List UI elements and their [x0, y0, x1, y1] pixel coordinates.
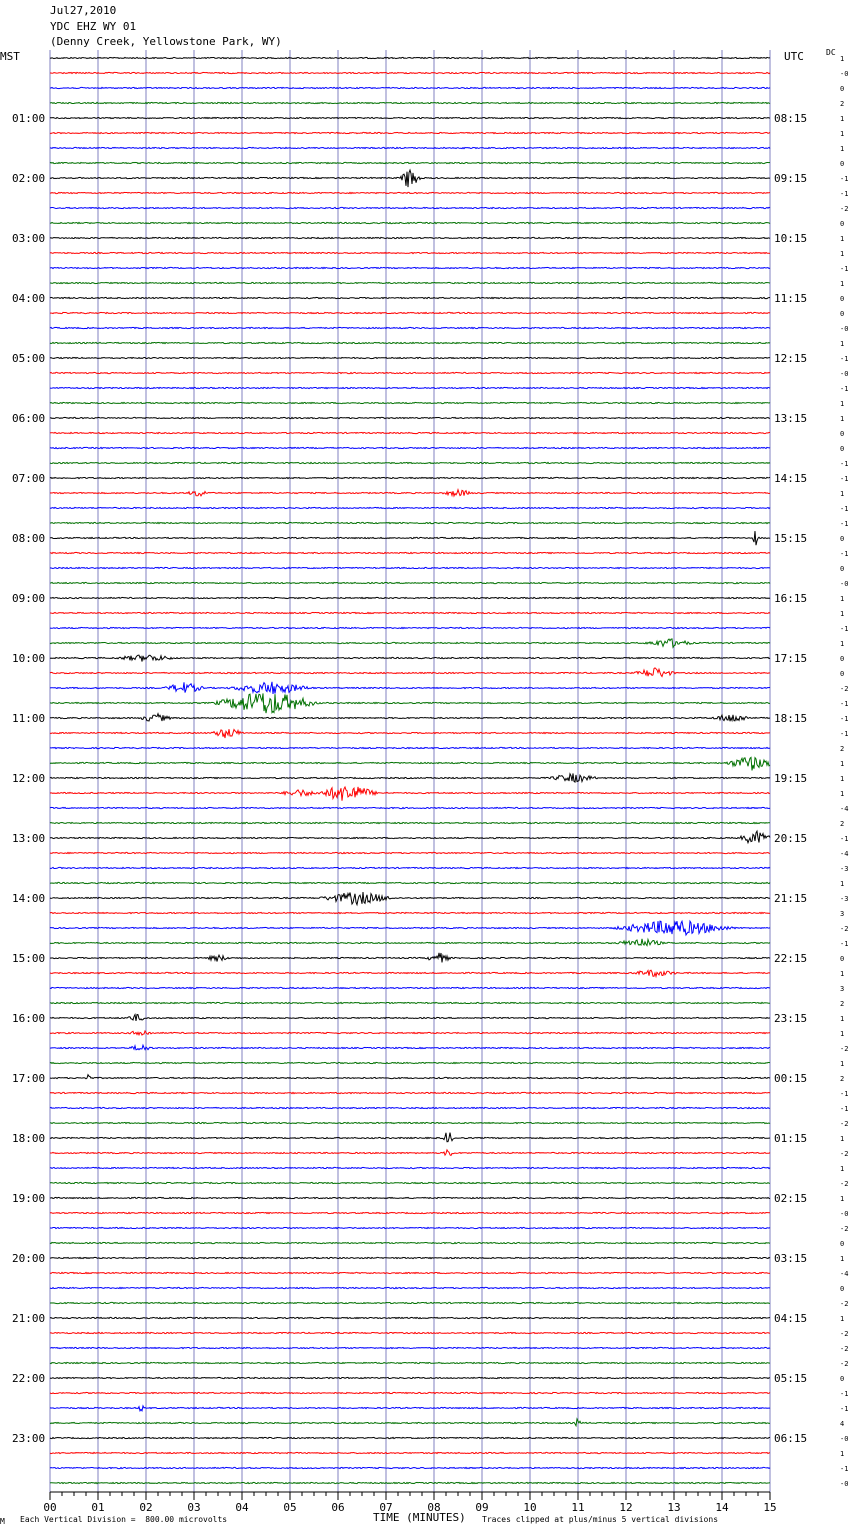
dc-offset-label: -0: [840, 1210, 849, 1218]
trace-row: [50, 57, 770, 58]
trace-row: [50, 1362, 770, 1363]
right-hour-label: 09:15: [774, 172, 808, 185]
trace-row: [50, 852, 770, 853]
right-hour-label: 19:15: [774, 772, 808, 785]
header-location: (Denny Creek, Yellowstone Park, WY): [50, 35, 282, 48]
trace-row: [50, 147, 770, 148]
dc-offset-label: 1: [840, 400, 845, 408]
trace-row: [50, 1419, 770, 1426]
trace-row: [50, 432, 770, 433]
trace-row: [50, 714, 770, 722]
dc-offset-label: 2: [840, 100, 845, 108]
trace-row: [50, 192, 770, 193]
dc-offset-label: 0: [840, 220, 845, 228]
dc-offset-label: 1: [840, 490, 845, 498]
left-hour-label: 04:00: [12, 292, 46, 305]
right-hour-label: 22:15: [774, 952, 808, 965]
right-hour-label: 11:15: [774, 292, 808, 305]
trace-row: [50, 682, 770, 694]
left-hour-label: 17:00: [12, 1072, 46, 1085]
dc-offset-label: 1: [840, 1060, 845, 1068]
dc-offset-label: 1: [840, 610, 845, 618]
dc-offset-label: 1: [840, 775, 845, 783]
trace-row: [50, 1092, 770, 1093]
dc-offset-label: -4: [840, 805, 849, 813]
trace-row: [50, 252, 770, 253]
dc-offset-label: 1: [840, 1135, 845, 1143]
dc-offset-label: -2: [840, 1150, 849, 1158]
trace-row: [50, 831, 770, 843]
x-axis-label: TIME (MINUTES): [373, 1511, 466, 1524]
dc-offset-label: -1: [840, 1465, 849, 1473]
trace-row: [50, 327, 770, 328]
dc-offset-label: 1: [840, 1030, 845, 1038]
trace-row: [50, 531, 770, 545]
dc-offset-label: -1: [840, 520, 849, 528]
trace-row: [50, 462, 770, 463]
dc-offset-label: 0: [840, 565, 845, 573]
footer-clip-note: Traces clipped at plus/minus 5 vertical divisions: [482, 1515, 719, 1524]
dc-offset-label: 1: [840, 760, 845, 768]
dc-offset-label: -0: [840, 580, 849, 588]
trace-row: [50, 1272, 770, 1273]
right-hour-label: 02:15: [774, 1192, 808, 1205]
left-hour-label: 10:00: [12, 652, 46, 665]
dc-offset-label: -1: [840, 550, 849, 558]
trace-row: [50, 1045, 770, 1050]
trace-row: [50, 312, 770, 313]
trace-row: [50, 1075, 770, 1079]
dc-offset-label: -1: [840, 385, 849, 393]
trace-row: [50, 1150, 770, 1156]
dc-offset-label: -1: [840, 730, 849, 738]
trace-row: [50, 1467, 770, 1468]
right-hour-label: 15:15: [774, 532, 808, 545]
dc-offset-label: 0: [840, 655, 845, 663]
x-tick-label: 07: [379, 1501, 393, 1514]
dc-offset-label: -2: [840, 925, 849, 933]
dc-offset-label: 1: [840, 790, 845, 798]
x-tick-label: 00: [43, 1501, 57, 1514]
x-tick-label: 02: [139, 1501, 153, 1514]
trace-row: [50, 1257, 770, 1258]
trace-row: [50, 342, 770, 343]
dc-offset-label: 1: [840, 235, 845, 243]
trace-row: [50, 447, 770, 448]
right-timezone-label: UTC: [784, 50, 804, 63]
dc-offset-label: -2: [840, 1225, 849, 1233]
trace-row: [50, 1031, 770, 1035]
trace-row: [50, 522, 770, 523]
dc-offset-label: -1: [840, 700, 849, 708]
trace-row: [50, 612, 770, 613]
trace-row: [50, 1167, 770, 1168]
trace-row: [50, 1002, 770, 1003]
dc-offset-label: -1: [840, 505, 849, 513]
trace-row: [50, 582, 770, 583]
trace-row: [50, 552, 770, 553]
trace-row: [50, 207, 770, 208]
left-hour-label: 21:00: [12, 1312, 46, 1325]
trace-row: [50, 655, 770, 661]
trace-row: [50, 867, 770, 868]
x-tick-label: 14: [715, 1501, 729, 1514]
dc-offset-label: -1: [840, 1105, 849, 1113]
trace-row: [50, 921, 770, 935]
trace-row: [50, 490, 770, 496]
trace-row: [50, 1437, 770, 1438]
dc-offset-label: -2: [840, 685, 849, 693]
dc-offset-label: 1: [840, 595, 845, 603]
trace-row: [50, 1197, 770, 1198]
dc-offset-label: 1: [840, 415, 845, 423]
left-hour-label: 01:00: [12, 112, 46, 125]
right-hour-label: 05:15: [774, 1372, 808, 1385]
trace-row: [50, 1182, 770, 1183]
trace-row: [50, 668, 770, 677]
dc-offset-label: -1: [840, 265, 849, 273]
trace-row: [50, 939, 770, 946]
dc-offset-label: 1: [840, 1195, 845, 1203]
x-tick-label: 11: [571, 1501, 585, 1514]
dc-offset-label: 1: [840, 115, 845, 123]
trace-row: [50, 970, 770, 976]
dc-offset-label: -3: [840, 895, 849, 903]
trace-row: [50, 372, 770, 373]
trace-row: [50, 477, 770, 478]
trace-row: [50, 267, 770, 268]
trace-row: [50, 822, 770, 823]
left-hour-label: 14:00: [12, 892, 46, 905]
left-hour-label: 05:00: [12, 352, 46, 365]
right-hour-label: 06:15: [774, 1432, 808, 1445]
x-tick-label: 10: [523, 1501, 537, 1514]
dc-offset-label: 2: [840, 820, 845, 828]
trace-row: [50, 1133, 770, 1142]
x-tick-label: 13: [667, 1501, 681, 1514]
dc-offset-label: 0: [840, 670, 845, 678]
right-hour-label: 04:15: [774, 1312, 808, 1325]
trace-row: [50, 912, 770, 913]
trace-row: [50, 1212, 770, 1213]
trace-row: [50, 1302, 770, 1303]
left-hour-label: 09:00: [12, 592, 46, 605]
right-hour-label: 00:15: [774, 1072, 808, 1085]
trace-row: [50, 639, 770, 647]
trace-row: [50, 1392, 770, 1393]
dc-offset-label: 3: [840, 910, 845, 918]
trace-row: [50, 117, 770, 118]
x-tick-label: 05: [283, 1501, 297, 1514]
dc-offset-label: -1: [840, 715, 849, 723]
dc-offset-label: 0: [840, 430, 845, 438]
dc-offset-label: 1: [840, 55, 845, 63]
dc-offset-label: -2: [840, 1120, 849, 1128]
trace-row: [50, 953, 770, 963]
dc-offset-label: 0: [840, 310, 845, 318]
trace-row: [50, 1062, 770, 1063]
right-hour-label: 14:15: [774, 472, 808, 485]
dc-offset-label: 4: [840, 1420, 845, 1428]
dc-offset-label: 1: [840, 1255, 845, 1263]
trace-row: [50, 693, 770, 713]
right-hour-label: 20:15: [774, 832, 808, 845]
left-timezone-label: MST: [0, 50, 20, 63]
dc-offset-label: 1: [840, 250, 845, 258]
dc-offset-label: -2: [840, 1180, 849, 1188]
dc-offset-label: -4: [840, 850, 849, 858]
trace-row: [50, 1347, 770, 1348]
dc-offset-label: -1: [840, 625, 849, 633]
trace-row: [50, 567, 770, 568]
trace-row: [50, 1107, 770, 1108]
dc-offset-label: -1: [840, 1390, 849, 1398]
dc-offset-label: 0: [840, 160, 845, 168]
x-tick-label: 15: [763, 1501, 777, 1514]
trace-row: [50, 72, 770, 73]
trace-row: [50, 297, 770, 298]
dc-offset-label: 1: [840, 130, 845, 138]
trace-row: [50, 507, 770, 508]
dc-offset-label: 1: [840, 1315, 845, 1323]
left-hour-label: 03:00: [12, 232, 46, 245]
trace-row: [50, 597, 770, 598]
trace-row: [50, 729, 770, 738]
dc-offset-label: -1: [840, 1090, 849, 1098]
dc-offset-label: 0: [840, 1240, 845, 1248]
dc-offset-label: -3: [840, 865, 849, 873]
right-hour-label: 16:15: [774, 592, 808, 605]
dc-offset-label: 0: [840, 445, 845, 453]
dc-offset-label: 1: [840, 340, 845, 348]
dc-offset-label: 2: [840, 1075, 845, 1083]
trace-row: [50, 747, 770, 748]
trace-row: [50, 1015, 770, 1021]
trace-row: [50, 882, 770, 883]
trace-row: [50, 757, 770, 770]
footer-mark: M: [0, 1517, 5, 1526]
dc-offset-label: 0: [840, 1375, 845, 1383]
trace-row: [50, 987, 770, 988]
header-date: Jul27,2010: [50, 4, 117, 17]
trace-row: [50, 807, 770, 808]
trace-row: [50, 417, 770, 418]
dc-offset-label: 1: [840, 1450, 845, 1458]
left-hour-label: 16:00: [12, 1012, 46, 1025]
dc-offset-label: 1: [840, 1015, 845, 1023]
trace-row: [50, 1377, 770, 1378]
x-tick-label: 08: [427, 1501, 441, 1514]
trace-row: [50, 1452, 770, 1453]
dc-offset-label: 1: [840, 145, 845, 153]
right-hour-label: 18:15: [774, 712, 808, 725]
left-hour-label: 11:00: [12, 712, 46, 725]
trace-row: [50, 787, 770, 801]
right-hour-label: 03:15: [774, 1252, 808, 1265]
x-tick-label: 09: [475, 1501, 489, 1514]
trace-row: [50, 222, 770, 223]
dc-offset-label: -1: [840, 355, 849, 363]
right-hour-label: 13:15: [774, 412, 808, 425]
left-hour-label: 13:00: [12, 832, 46, 845]
dc-offset-label: -0: [840, 370, 849, 378]
left-hour-label: 06:00: [12, 412, 46, 425]
dc-offset-label: -1: [840, 835, 849, 843]
dc-label: DC: [826, 48, 836, 57]
right-hour-label: 12:15: [774, 352, 808, 365]
dc-offset-label: -0: [840, 1480, 849, 1488]
trace-row: [50, 1406, 770, 1411]
left-hour-label: 18:00: [12, 1132, 46, 1145]
trace-row: [50, 282, 770, 283]
dc-offset-label: -1: [840, 1405, 849, 1413]
dc-offset-label: 1: [840, 970, 845, 978]
trace-row: [50, 170, 770, 187]
dc-offset-label: 2: [840, 745, 845, 753]
trace-row: [50, 162, 770, 163]
dc-offset-label: -4: [840, 1270, 849, 1278]
trace-row: [50, 1122, 770, 1123]
x-tick-label: 04: [235, 1501, 249, 1514]
left-hour-label: 08:00: [12, 532, 46, 545]
dc-offset-label: -0: [840, 325, 849, 333]
dc-offset-label: 3: [840, 985, 845, 993]
dc-offset-label: 0: [840, 295, 845, 303]
trace-row: [50, 132, 770, 133]
x-tick-label: 12: [619, 1501, 633, 1514]
trace-row: [50, 892, 770, 905]
trace-row: [50, 1332, 770, 1333]
dc-offset-label: -1: [840, 190, 849, 198]
header-station: YDC EHZ WY 01: [50, 20, 137, 33]
left-hour-label: 23:00: [12, 1432, 46, 1445]
right-hour-label: 10:15: [774, 232, 808, 245]
dc-offset-label: 1: [840, 640, 845, 648]
dc-offset-label: 0: [840, 535, 845, 543]
trace-row: [50, 1317, 770, 1318]
dc-offset-label: -2: [840, 205, 849, 213]
dc-offset-label: -2: [840, 1345, 849, 1353]
left-hour-label: 19:00: [12, 1192, 46, 1205]
dc-offset-label: -2: [840, 1300, 849, 1308]
trace-row: [50, 1227, 770, 1228]
dc-offset-label: 1: [840, 880, 845, 888]
left-hour-label: 22:00: [12, 1372, 46, 1385]
trace-row: [50, 1242, 770, 1243]
left-hour-label: 15:00: [12, 952, 46, 965]
trace-row: [50, 1287, 770, 1288]
right-hour-label: 08:15: [774, 112, 808, 125]
dc-offset-label: -0: [840, 70, 849, 78]
x-tick-label: 06: [331, 1501, 345, 1514]
dc-offset-label: 1: [840, 280, 845, 288]
left-hour-label: 20:00: [12, 1252, 46, 1265]
trace-row: [50, 237, 770, 238]
trace-row: [50, 773, 770, 782]
trace-row: [50, 402, 770, 403]
dc-offset-label: -1: [840, 475, 849, 483]
dc-offset-label: 0: [840, 1285, 845, 1293]
dc-offset-label: 0: [840, 85, 845, 93]
right-hour-label: 23:15: [774, 1012, 808, 1025]
trace-row: [50, 87, 770, 88]
trace-row: [50, 387, 770, 388]
right-hour-label: 01:15: [774, 1132, 808, 1145]
left-hour-label: 12:00: [12, 772, 46, 785]
dc-offset-label: -2: [840, 1045, 849, 1053]
dc-offset-label: -1: [840, 460, 849, 468]
dc-offset-label: -1: [840, 940, 849, 948]
trace-row: [50, 1482, 770, 1483]
dc-offset-label: -2: [840, 1360, 849, 1368]
trace-row: [50, 102, 770, 103]
left-hour-label: 07:00: [12, 472, 46, 485]
dc-offset-label: -0: [840, 1435, 849, 1443]
trace-row: [50, 627, 770, 628]
x-tick-label: 03: [187, 1501, 201, 1514]
x-tick-label: 01: [91, 1501, 105, 1514]
dc-offset-label: 0: [840, 955, 845, 963]
footer-scale: Each Vertical Division = 800.00 microvolts: [20, 1515, 228, 1524]
trace-row: [50, 357, 770, 358]
dc-offset-label: 1: [840, 1165, 845, 1173]
dc-offset-label: -2: [840, 1330, 849, 1338]
right-hour-label: 17:15: [774, 652, 808, 665]
dc-offset-label: -1: [840, 175, 849, 183]
right-hour-label: 21:15: [774, 892, 808, 905]
dc-offset-label: 2: [840, 1000, 845, 1008]
left-hour-label: 02:00: [12, 172, 46, 185]
